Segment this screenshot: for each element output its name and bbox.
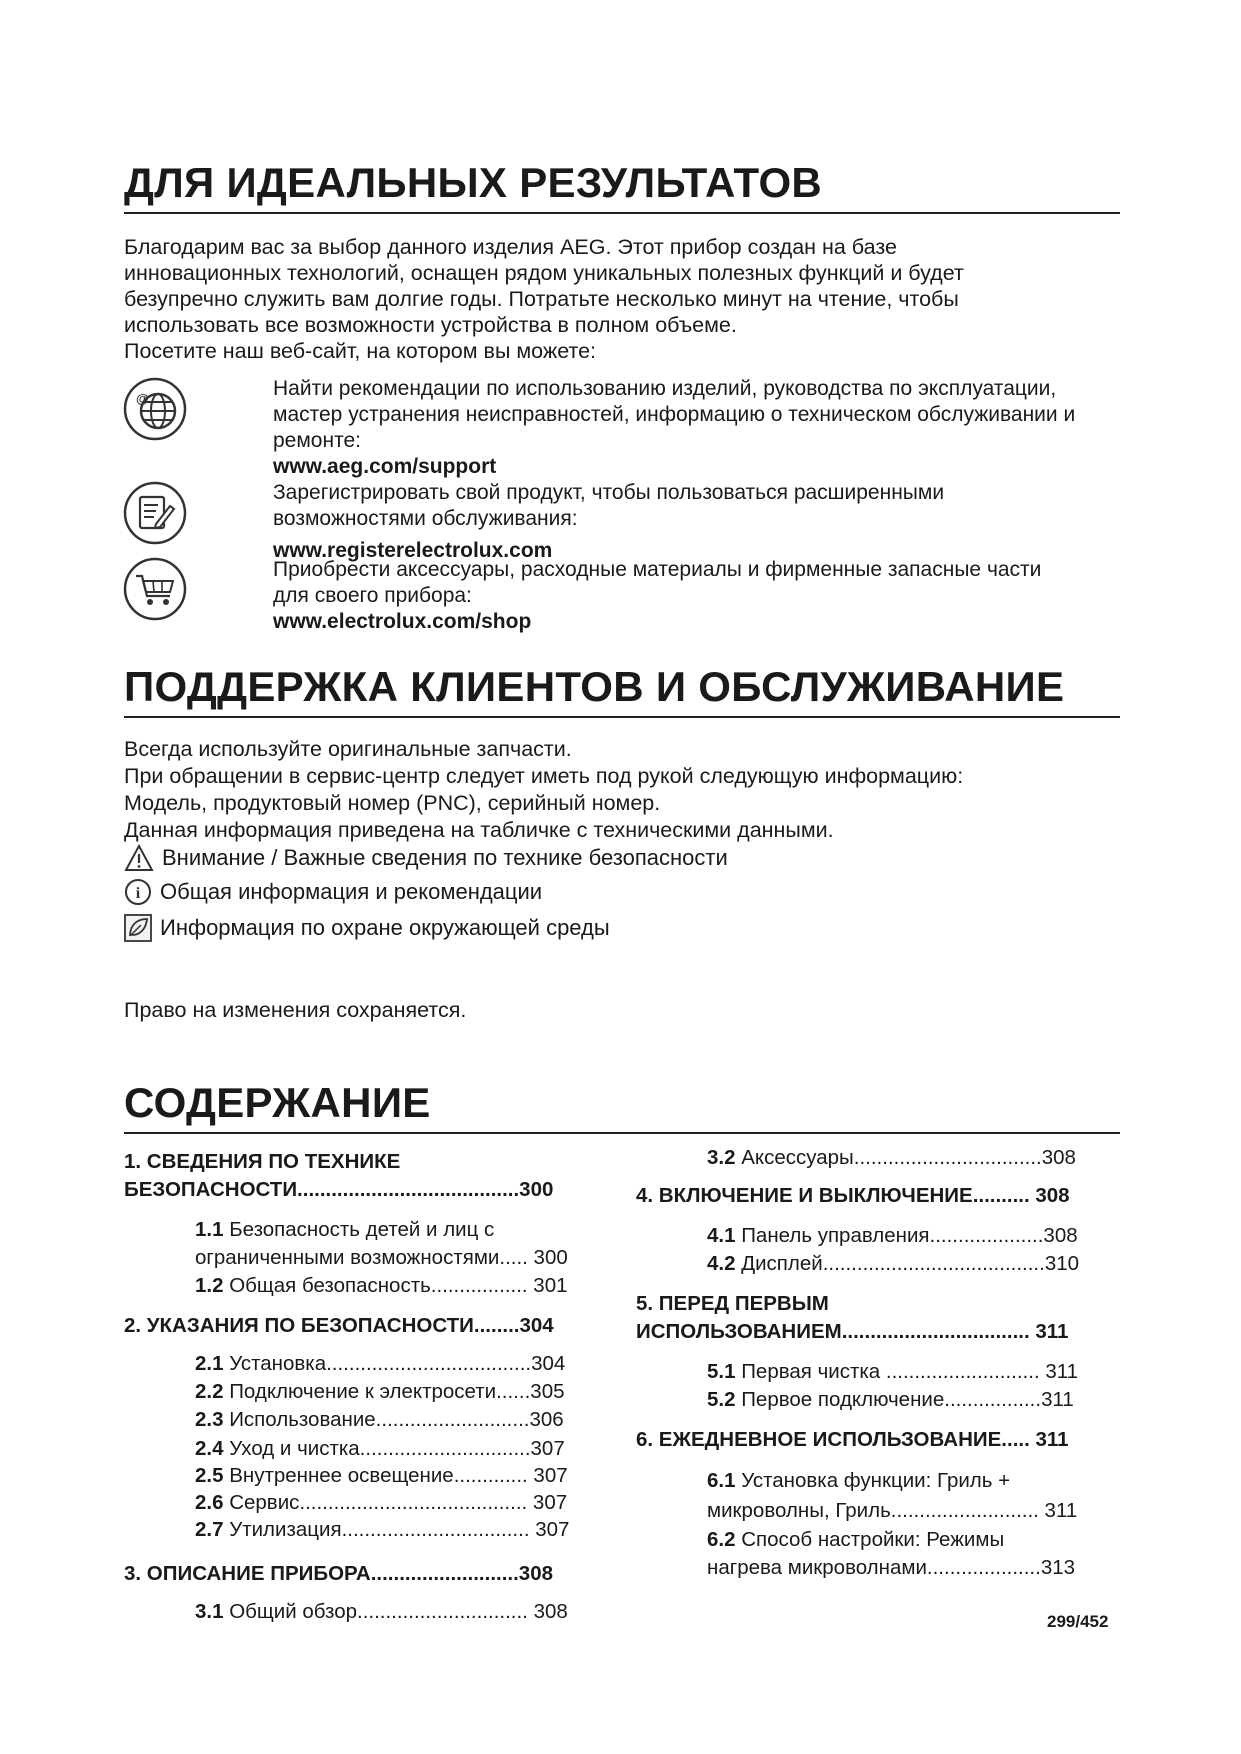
toc-item-text: ограниченными возможностями..... 300: [195, 1246, 568, 1269]
legend-warning: [124, 844, 728, 872]
toc-item-text: Внутреннее освещение............. 307: [223, 1464, 568, 1487]
legend-warning-text: Внимание / Важные сведения по технике безопасности: [162, 845, 728, 870]
support-link-block: [273, 376, 1075, 480]
toc-item-6-1[interactable]: [707, 1466, 1077, 1526]
toc-chapter-1-line: 1. СВЕДЕНИЯ ПО ТЕХНИКЕ: [124, 1150, 401, 1173]
toc-item-2-3[interactable]: [195, 1406, 564, 1434]
toc-item-text: Первое подключение.................311: [735, 1388, 1074, 1411]
toc-item-text: Общая безопасность................. 301: [223, 1274, 568, 1297]
toc-chapter-5-line: 5. ПЕРЕД ПЕРВЫМ: [636, 1292, 829, 1315]
toc-chapter-1-line: БЕЗОПАСНОСТИ.......................................300: [124, 1178, 554, 1201]
toc-item-3-1[interactable]: [195, 1598, 568, 1626]
register-link-block: [273, 480, 944, 564]
toc-item-text: Подключение к электросети......305: [223, 1380, 565, 1403]
info-icon: [124, 878, 152, 906]
support-line: Данная информация приведена на табличке с техническими данными.: [124, 818, 834, 842]
toc-item-2-7[interactable]: [195, 1516, 569, 1544]
toc-item-number: 2.5: [195, 1464, 224, 1487]
toc-item-number: 2.6: [195, 1491, 224, 1514]
legend-environment-text: Информация по охране окружающей среды: [160, 915, 610, 940]
toc-item-number: 2.2: [195, 1380, 224, 1403]
intro-line: Благодарим вас за выбор данного изделия AEG. Этот прибор создан на базе: [124, 235, 897, 259]
leaf-icon: [124, 914, 152, 942]
warning-icon: [124, 844, 154, 872]
toc-item-6-2[interactable]: [707, 1526, 1075, 1582]
toc-item-4-2[interactable]: [707, 1250, 1079, 1278]
support-text-line: ремонте:: [273, 429, 361, 452]
toc-item-4-1[interactable]: [707, 1222, 1078, 1250]
toc-item-number: 6.2: [707, 1528, 736, 1551]
section-title-perfect-results: ДЛЯ ИДЕАЛЬНЫХ РЕЗУЛЬТАТОВ: [124, 160, 1120, 214]
toc-item-number: 5.2: [707, 1388, 736, 1411]
toc-item-number: 1.2: [195, 1274, 224, 1297]
toc-item-text: Общий обзор.............................. 308: [223, 1600, 568, 1623]
toc-item-2-4[interactable]: [195, 1435, 565, 1463]
support-paragraph: [124, 736, 963, 844]
register-url-link[interactable]: www.registerelectrolux.com: [273, 539, 553, 562]
legend-info-text: Общая информация и рекомендации: [160, 879, 543, 904]
toc-item-number: 3.1: [195, 1600, 224, 1623]
register-text-line: Зарегистрировать свой продукт, чтобы пользоваться расширенными: [273, 481, 945, 504]
page-number: 299/452: [1047, 1612, 1109, 1631]
toc-chapter-2[interactable]: 2. УКАЗАНИЯ ПО БЕЗОПАСНОСТИ........304: [124, 1314, 554, 1337]
register-text-line: возможностями обслуживания:: [273, 507, 578, 530]
toc-item-2-2[interactable]: [195, 1378, 565, 1406]
shop-url-link[interactable]: www.electrolux.com/shop: [273, 610, 532, 633]
toc-item-number: 6.1: [707, 1469, 736, 1492]
toc-item-number: 2.3: [195, 1408, 224, 1431]
toc-item-number: 4.1: [707, 1224, 736, 1247]
toc-item-number: 5.1: [707, 1360, 736, 1383]
support-line: Всегда используйте оригинальные запчасти.: [124, 737, 572, 761]
toc-item-text: Первая чистка ........................... 311: [735, 1360, 1079, 1383]
globe-icon: [122, 376, 188, 442]
register-icon: [122, 480, 188, 546]
shop-text-line: для своего прибора:: [273, 584, 472, 607]
toc-item-2-5[interactable]: [195, 1462, 568, 1490]
shop-link-block: [273, 557, 1041, 635]
toc-item-5-2[interactable]: [707, 1386, 1074, 1414]
legend-info: [124, 878, 542, 906]
intro-paragraph: [124, 234, 964, 364]
support-text-line: мастер устранения неисправностей, информацию о техническом обслуживании и: [273, 403, 1076, 426]
support-line: При обращении в сервис-центр следует иметь под рукой следующую информацию:: [124, 764, 964, 788]
cart-icon: [122, 556, 188, 622]
support-line: Модель, продуктовый номер (PNC), серийный номер.: [124, 791, 661, 815]
toc-chapter-5-line: ИСПОЛЬЗОВАНИЕМ................................. 311: [636, 1320, 1069, 1343]
toc-item-number: 2.4: [195, 1437, 224, 1460]
toc-item-5-1[interactable]: [707, 1358, 1078, 1386]
toc-item-number: 2.7: [195, 1518, 224, 1541]
section-title-contents: СОДЕРЖАНИЕ: [124, 1080, 1120, 1134]
toc-item-text: Установка функции: Гриль +: [735, 1469, 1011, 1492]
toc-item-number: 1.1: [195, 1218, 224, 1241]
support-url-link[interactable]: www.aeg.com/support: [273, 455, 497, 478]
legend-environment: [124, 914, 610, 942]
toc-chapter-6[interactable]: 6. ЕЖЕДНЕВНОЕ ИСПОЛЬЗОВАНИЕ..... 311: [636, 1428, 1069, 1451]
toc-item-text: Дисплей.......................................310: [735, 1252, 1080, 1275]
toc-item-text: микроволны, Гриль.......................... 311: [707, 1499, 1078, 1522]
toc-item-1-2[interactable]: [195, 1272, 568, 1300]
shop-text-line: Приобрести аксессуары, расходные материалы и фирменные запасные части: [273, 558, 1042, 581]
toc-item-text: Панель управления....................308: [735, 1224, 1078, 1247]
section-title-customer-support: ПОДДЕРЖКА КЛИЕНТОВ И ОБСЛУЖИВАНИЕ: [124, 664, 1120, 718]
toc-item-text: Сервис........................................ 307: [223, 1491, 568, 1514]
intro-line: Посетите наш веб-сайт, на котором вы можете:: [124, 339, 597, 363]
toc-item-number: 2.1: [195, 1352, 224, 1375]
toc-item-1-1[interactable]: [195, 1216, 568, 1272]
toc-chapter-4[interactable]: 4. ВКЛЮЧЕНИЕ И ВЫКЛЮЧЕНИЕ.......... 308: [636, 1184, 1070, 1207]
toc-item-3-2[interactable]: [707, 1144, 1076, 1172]
toc-item-text: Уход и чистка..............................307: [223, 1437, 565, 1460]
toc-item-text: Безопасность детей и лиц с: [223, 1218, 495, 1241]
toc-item-number: 4.2: [707, 1252, 736, 1275]
intro-line: безупречно служить вам долгие годы. Потратьте несколько минут на чтение, чтобы: [124, 287, 959, 311]
svg-text:i: i: [135, 885, 141, 902]
toc-item-text: Использование...........................306: [223, 1408, 564, 1431]
toc-item-text: Аксессуары.................................308: [735, 1146, 1076, 1169]
toc-item-text: Способ настройки: Режимы: [735, 1528, 1005, 1551]
intro-line: инновационных технологий, оснащен рядом уникальных полезных функций и будет: [124, 261, 964, 285]
toc-item-text: Установка....................................304: [223, 1352, 566, 1375]
toc-item-text: Утилизация................................. 307: [223, 1518, 570, 1541]
toc-chapter-3[interactable]: 3. ОПИСАНИЕ ПРИБОРА..........................308: [124, 1562, 553, 1585]
toc-chapter-5[interactable]: [636, 1290, 1068, 1346]
svg-text:@: @: [136, 391, 149, 406]
toc-item-2-1[interactable]: [195, 1350, 565, 1378]
support-text-line: Найти рекомендации по использованию изделий, руководства по эксплуатации,: [273, 377, 1057, 400]
intro-line: использовать все возможности устройства в полном объеме.: [124, 313, 737, 337]
toc-chapter-1[interactable]: [124, 1148, 553, 1204]
toc-item-2-6[interactable]: [195, 1489, 567, 1517]
toc-item-text: нагрева микроволнами....................313: [707, 1556, 1076, 1579]
toc-item-number: 3.2: [707, 1146, 736, 1169]
changes-notice: Право на изменения сохраняется.: [124, 998, 467, 1022]
